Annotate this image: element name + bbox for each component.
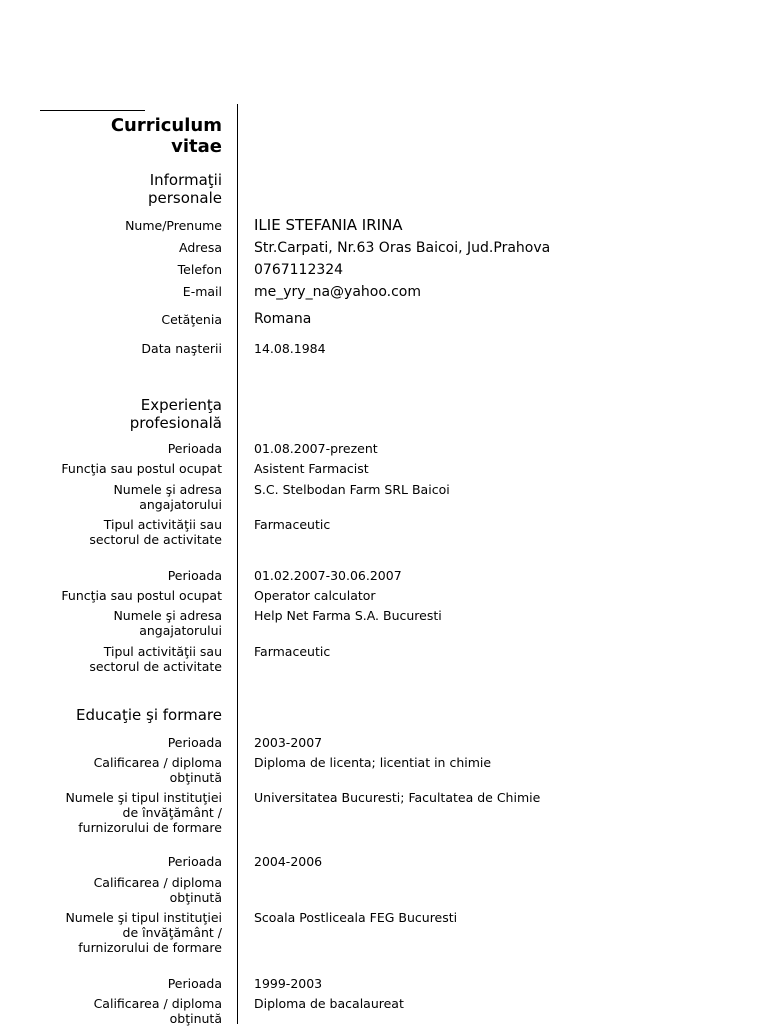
exp2-position-label: Funcţia sau postul ocupat [61, 588, 222, 603]
employer-label-line1: Numele şi adresa [113, 608, 222, 623]
exp2-sector-label [89, 644, 222, 674]
phone-value: 0767112324 [254, 262, 344, 278]
qualification-label-line2: obţinută [169, 890, 222, 905]
phone-label: Telefon [177, 262, 222, 277]
exp2-period-value: 01.02.2007-30.06.2007 [254, 568, 402, 583]
exp1-period-label: Perioada [167, 441, 222, 456]
address-value: Str.Carpati, Nr.63 Oras Baicoi, Jud.Prahova [254, 240, 551, 256]
edu1-qualification-label [94, 755, 222, 785]
edu1-qualification-value: Diploma de licenta; licentiat in chimie [254, 755, 492, 770]
exp2-period-label: Perioada [167, 568, 222, 583]
cv-title [111, 115, 222, 157]
sector-label-line2: sectorul de activitate [89, 659, 222, 674]
citizenship-label: Cetăţenia [161, 312, 222, 327]
email-value[interactable]: me_yry_na@yahoo.com [254, 284, 422, 300]
edu1-institution-value: Universitatea Bucuresti; Facultatea de Chimie [254, 790, 541, 805]
qualification-label-line1: Calificarea / diploma [93, 755, 222, 770]
institution-label-line2: de învăţământ / [122, 805, 222, 820]
edu2-institution-label [65, 910, 222, 955]
experience-heading-line2: profesională [129, 414, 222, 432]
citizenship-value: Romana [254, 311, 312, 327]
exp1-sector-label [89, 517, 222, 547]
edu3-period-value: 1999-2003 [254, 976, 323, 991]
exp1-position-value: Asistent Farmacist [254, 461, 369, 476]
edu1-period-label: Perioada [167, 735, 222, 750]
birth-label: Data naşterii [141, 341, 222, 356]
institution-label-line3: furnizorului de formare [78, 940, 222, 955]
edu2-period-value: 2004-2006 [254, 854, 323, 869]
sector-label-line1: Tipul activităţii sau [103, 517, 222, 532]
employer-label-line2: angajatorului [139, 623, 222, 638]
exp1-period-value: 01.08.2007-prezent [254, 441, 378, 456]
personal-heading-line1: Informaţii [149, 171, 222, 189]
employer-label-line2: angajatorului [139, 497, 222, 512]
exp2-employer-label [113, 608, 222, 638]
employer-label-line1: Numele şi adresa [113, 482, 222, 497]
cv-title-line1: Curriculum [110, 115, 222, 136]
experience-heading [130, 396, 222, 432]
edu3-period-label: Perioada [167, 976, 222, 991]
edu2-institution-value: Scoala Postliceala FEG Bucuresti [254, 910, 458, 925]
education-heading: Educaţie şi formare [76, 706, 222, 724]
exp2-employer-value: Help Net Farma S.A. Bucuresti [254, 608, 442, 623]
edu2-period-label: Perioada [167, 854, 222, 869]
personal-heading-line2: personale [147, 189, 222, 207]
email-label: E-mail [182, 284, 222, 299]
title-rule [40, 110, 145, 111]
qualification-label-line2: obţinută [169, 770, 222, 785]
edu1-period-value: 2003-2007 [254, 735, 323, 750]
name-value: ILIE STEFANIA IRINA [254, 216, 403, 234]
institution-label-line2: de învăţământ / [122, 925, 222, 940]
edu3-qualification-value: Diploma de bacalaureat [254, 996, 404, 1011]
edu3-qualification-label [94, 996, 222, 1026]
exp2-sector-value: Farmaceutic [254, 644, 331, 659]
exp1-position-label: Funcţia sau postul ocupat [61, 461, 222, 476]
qualification-label-line1: Calificarea / diploma [93, 875, 222, 890]
sector-label-line1: Tipul activităţii sau [103, 644, 222, 659]
exp2-position-value: Operator calculator [254, 588, 376, 603]
sector-label-line2: sectorul de activitate [89, 532, 222, 547]
personal-heading [148, 171, 222, 207]
edu2-qualification-label [94, 875, 222, 905]
cv-title-line2: vitae [171, 136, 222, 157]
qualification-label-line2: obţinută [169, 1011, 222, 1026]
address-label: Adresa [179, 240, 222, 255]
exp1-employer-value: S.C. Stelbodan Farm SRL Baicoi [254, 482, 450, 497]
institution-label-line3: furnizorului de formare [78, 820, 222, 835]
exp1-employer-label [113, 482, 222, 512]
institution-label-line1: Numele şi tipul instituţiei [65, 910, 222, 925]
qualification-label-line1: Calificarea / diploma [93, 996, 222, 1011]
experience-heading-line1: Experienţa [140, 396, 222, 414]
birth-value: 14.08.1984 [254, 341, 326, 356]
institution-label-line1: Numele şi tipul instituţiei [65, 790, 222, 805]
exp1-sector-value: Farmaceutic [254, 517, 331, 532]
column-divider [237, 104, 238, 1024]
edu1-institution-label [65, 790, 222, 835]
name-label: Nume/Prenume [125, 218, 222, 233]
